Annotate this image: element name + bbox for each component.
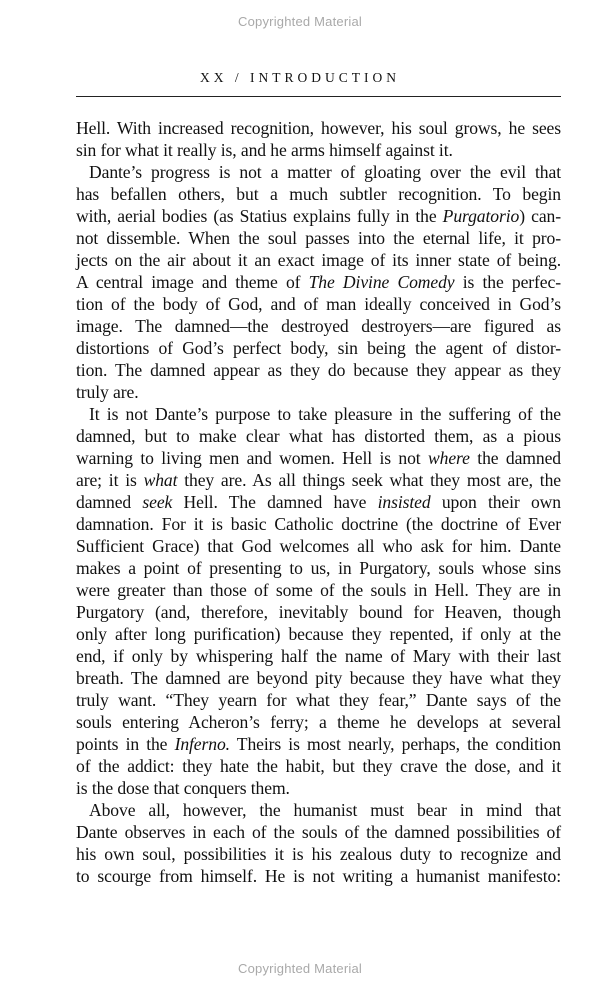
body-text: [76, 117, 561, 887]
text-line: end, if only by whispering half the name of Mary with their last: [76, 646, 561, 666]
text-line: makes a point of presenting to us, in Purgatory, souls whose sins: [76, 558, 561, 578]
text-line: points in the Inferno. Theirs is most nearly, perhaps, the condition: [76, 734, 561, 754]
text-line: Dante’s progress is not a matter of gloating over the evil that: [89, 162, 561, 182]
text-line: sin for what it really is, and he arms himself against it.: [76, 140, 453, 160]
text-line: image. The damned—the destroyed destroyers—are figured as: [76, 316, 561, 336]
text-line: to scourge from himself. He is not writing a humanist manifesto:: [76, 866, 561, 886]
text-line: damned, but to make clear what has distorted them, as a pious: [76, 426, 561, 446]
text-line: warning to living men and women. Hell is not where the damned: [76, 448, 561, 468]
text-line: tion. The damned appear as they do because they appear as they: [76, 360, 561, 380]
text-line: It is not Dante’s purpose to take pleasure in the suffering of the: [89, 404, 561, 424]
text-line: damnation. For it is basic Catholic doctrine (the doctrine of Ever: [76, 514, 561, 534]
text-line: of the addict: they hate the habit, but they crave the dose, and it: [76, 756, 561, 776]
italic-title: The Divine Comedy: [308, 272, 455, 292]
text-line: souls entering Acheron’s ferry; a theme he develops at several: [76, 712, 561, 732]
text-line: is the dose that conquers them.: [76, 778, 290, 798]
text-line: Hell. With increased recognition, however, his soul grows, he sees: [76, 118, 561, 138]
text-line: are; it is what they are. As all things seek what they most are, the: [76, 470, 561, 490]
text-line: were greater than those of some of the souls in Hell. They are in: [76, 580, 561, 600]
watermark-top: Copyrighted Material: [238, 14, 362, 29]
italic-word: insisted: [377, 492, 431, 512]
italic-word: seek: [142, 492, 173, 512]
italic-title: Purgatorio: [442, 206, 520, 226]
text-line: only after long purification) because they repented, if only at the: [76, 624, 561, 644]
text-line: breath. The damned are beyond pity because they have what they: [76, 668, 561, 688]
text-line: his own soul, possibilities it is his zealous duty to recognize and: [76, 844, 561, 864]
text-line: distortions of God’s perfect body, sin being the agent of distor-: [76, 338, 561, 358]
text-line: Sufficient Grace) that God welcomes all who ask for him. Dante: [76, 536, 561, 556]
text-line: Above all, however, the humanist must bear in mind that: [89, 800, 561, 820]
text-line: jects on the air about it an exact image of its inner state of being.: [76, 250, 561, 270]
text-line: damned seek Hell. The damned have insisted upon their own: [76, 492, 561, 512]
text-line: has befallen others, but a much subtler recognition. To begin: [76, 184, 561, 204]
italic-word: where: [428, 448, 470, 468]
italic-word: what: [143, 470, 178, 490]
text-line: truly are.: [76, 382, 139, 402]
text-line: Purgatory (and, therefore, inevitably bound for Heaven, though: [76, 602, 561, 622]
italic-title: Inferno.: [174, 734, 230, 754]
text-line: with, aerial bodies (as Statius explains fully in the Purgatorio) can-: [76, 206, 561, 226]
text-line: truly want. “They yearn for what they fear,” Dante says of the: [76, 690, 561, 710]
text-line: A central image and theme of The Divine Comedy is the perfec-: [76, 272, 561, 292]
header-rule: [76, 96, 561, 97]
running-head: XX / INTRODUCTION: [200, 70, 400, 85]
text-line: not dissemble. When the soul passes into the eternal life, it pro-: [76, 228, 561, 248]
watermark-bottom: Copyrighted Material: [238, 961, 362, 976]
text-line: Dante observes in each of the souls of the damned possibilities of: [76, 822, 561, 842]
text-line: tion of the body of God, and of man ideally conceived in God’s: [76, 294, 561, 314]
